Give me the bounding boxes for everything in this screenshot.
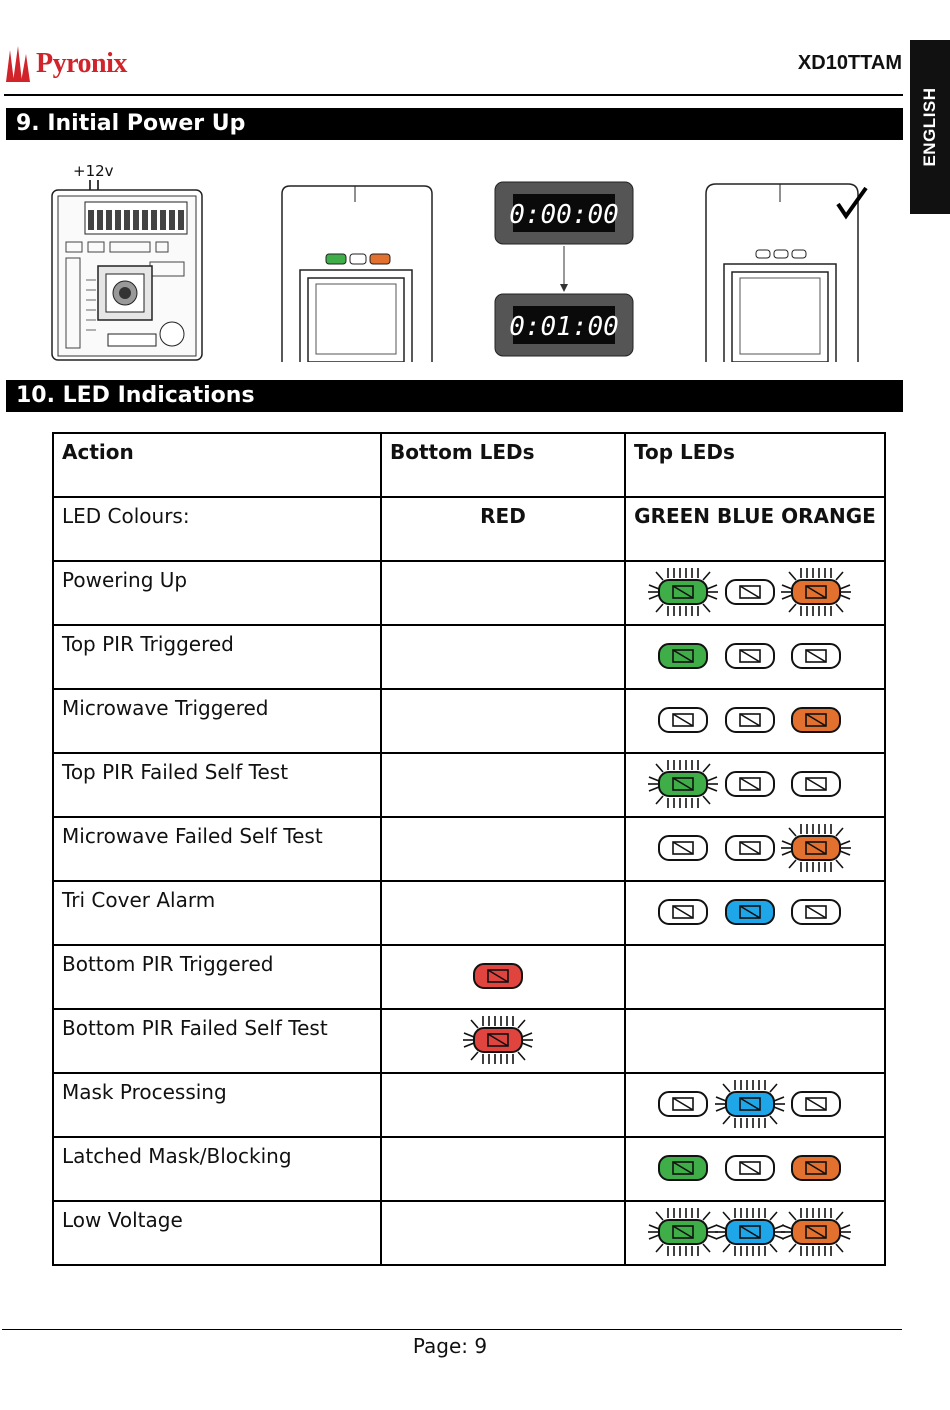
off-led-icon	[726, 644, 774, 668]
table-row	[53, 881, 885, 945]
power-up-figures	[0, 150, 905, 362]
top-leds-cell	[625, 753, 885, 817]
flashing-orange-led-icon	[781, 824, 851, 872]
top-leds-cell	[625, 1137, 885, 1201]
led-indications-table	[52, 432, 886, 1266]
bottom-leds-cell	[381, 1073, 625, 1137]
section-heading-initial-power-up: 9. Initial Power Up	[6, 108, 903, 140]
top-leds-cell-graphic	[626, 1202, 876, 1258]
top-leds-cell	[625, 625, 885, 689]
action-label: Bottom PIR Triggered	[53, 945, 381, 1009]
action-label: Top PIR Triggered	[53, 625, 381, 689]
top-leds-cell-graphic	[626, 754, 876, 810]
bottom-leds-cell	[381, 817, 625, 881]
off-led-icon	[792, 1092, 840, 1116]
flashing-green-led-icon	[648, 568, 718, 616]
flashing-red-led-icon	[463, 1016, 533, 1064]
bottom-leds-cell-graphic	[382, 1202, 616, 1258]
off-led-icon	[659, 836, 707, 860]
led-colours-label: LED Colours:	[53, 497, 381, 561]
timer-end-readout: 0:01:00	[509, 312, 619, 342]
flashing-orange-led-icon	[781, 568, 851, 616]
flashing-blue-led-icon	[715, 1208, 785, 1256]
timer-start-readout: 0:00:00	[509, 200, 619, 230]
bottom-leds-cell	[381, 1009, 625, 1073]
action-label: Microwave Failed Self Test	[53, 817, 381, 881]
language-tab-label: ENGLISH	[920, 87, 939, 167]
off-led-icon	[659, 708, 707, 732]
header-action: Action	[53, 433, 381, 497]
top-leds-cell	[625, 1073, 885, 1137]
flashing-blue-led-icon	[715, 1080, 785, 1128]
bottom-leds-cell-graphic	[382, 562, 616, 618]
bottom-leds-cell-graphic	[382, 1138, 616, 1194]
bottom-leds-cell	[381, 1137, 625, 1201]
red-led-icon	[474, 964, 522, 988]
voltage-label: +12v	[73, 162, 114, 180]
pcb-diagram	[52, 162, 202, 360]
led-colours-row	[53, 497, 885, 561]
blue-led-icon	[726, 900, 774, 924]
top-leds-cell-graphic	[626, 690, 876, 746]
off-led-icon	[726, 580, 774, 604]
model-number: XD10TTAM	[797, 52, 902, 74]
off-led-icon	[659, 900, 707, 924]
green-led-icon	[659, 1156, 707, 1180]
language-tab	[910, 40, 950, 214]
header-bottom-leds: Bottom LEDs	[381, 433, 625, 497]
table-row	[53, 1201, 885, 1265]
green-led-icon	[659, 644, 707, 668]
bottom-leds-cell	[381, 753, 625, 817]
brand-name: Pyronix	[36, 48, 127, 79]
table-row	[53, 1009, 885, 1073]
top-leds-cell	[625, 561, 885, 625]
orange-led-icon	[792, 708, 840, 732]
off-led-icon	[726, 836, 774, 860]
top-leds-cell-graphic	[626, 626, 876, 682]
top-leds-cell	[625, 817, 885, 881]
bottom-led-colour: RED	[381, 497, 625, 561]
off-led-icon	[792, 900, 840, 924]
bottom-leds-cell-graphic	[382, 626, 616, 682]
bottom-leds-cell	[381, 945, 625, 1009]
header-divider	[4, 94, 903, 96]
off-led-icon	[726, 772, 774, 796]
bottom-leds-cell	[381, 625, 625, 689]
top-leds-cell-graphic	[626, 882, 876, 938]
top-leds-cell-graphic	[626, 1010, 876, 1066]
off-led-icon	[792, 644, 840, 668]
bottom-leds-cell	[381, 1201, 625, 1265]
action-label: Latched Mask/Blocking	[53, 1137, 381, 1201]
action-label: Powering Up	[53, 561, 381, 625]
top-leds-cell-graphic	[626, 1138, 876, 1194]
flashing-green-led-icon	[648, 760, 718, 808]
pyronix-flame-icon	[4, 44, 34, 84]
detector-leds-on	[282, 186, 432, 362]
off-led-icon	[726, 708, 774, 732]
detector-ready	[706, 184, 866, 362]
table-row	[53, 1073, 885, 1137]
top-leds-cell	[625, 1009, 885, 1073]
table-row	[53, 945, 885, 1009]
table-row	[53, 625, 885, 689]
bottom-leds-cell-graphic	[382, 690, 616, 746]
bottom-leds-cell-graphic	[382, 754, 616, 810]
table-row	[53, 561, 885, 625]
table-row	[53, 753, 885, 817]
bottom-leds-cell	[381, 689, 625, 753]
top-leds-cell	[625, 881, 885, 945]
orange-led-icon	[792, 1156, 840, 1180]
off-led-icon	[726, 1156, 774, 1180]
action-label: Bottom PIR Failed Self Test	[53, 1009, 381, 1073]
header-top-leds: Top LEDs	[625, 433, 885, 497]
top-leds-cell-graphic	[626, 818, 876, 874]
flashing-green-led-icon	[648, 1208, 718, 1256]
bottom-leds-cell-graphic	[382, 1010, 616, 1066]
brand-logo	[4, 44, 127, 84]
top-leds-cell-graphic	[626, 1074, 876, 1130]
action-label: Low Voltage	[53, 1201, 381, 1265]
table-row	[53, 1137, 885, 1201]
top-leds-cell-graphic	[626, 946, 876, 1002]
action-label: Tri Cover Alarm	[53, 881, 381, 945]
flashing-orange-led-icon	[781, 1208, 851, 1256]
footer-divider	[2, 1329, 902, 1330]
bottom-leds-cell-graphic	[382, 1074, 616, 1130]
action-label: Microwave Triggered	[53, 689, 381, 753]
bottom-leds-cell	[381, 881, 625, 945]
bottom-leds-cell-graphic	[382, 818, 616, 874]
off-led-icon	[792, 772, 840, 796]
bottom-leds-cell-graphic	[382, 946, 616, 1002]
top-leds-cell	[625, 1201, 885, 1265]
off-led-icon	[659, 1092, 707, 1116]
table-header-row	[53, 433, 885, 497]
top-leds-cell-graphic	[626, 562, 876, 618]
top-leds-cell	[625, 689, 885, 753]
section-heading-led-indications: 10. LED Indications	[6, 380, 903, 412]
action-label: Top PIR Failed Self Test	[53, 753, 381, 817]
top-leds-cell	[625, 945, 885, 1009]
page-number: Page: 9	[412, 1334, 488, 1358]
warmup-timer	[495, 182, 633, 356]
top-led-colours: GREEN BLUE ORANGE	[625, 497, 885, 561]
bottom-leds-cell	[381, 561, 625, 625]
action-label: Mask Processing	[53, 1073, 381, 1137]
table-row	[53, 817, 885, 881]
bottom-leds-cell-graphic	[382, 882, 616, 938]
table-row	[53, 689, 885, 753]
